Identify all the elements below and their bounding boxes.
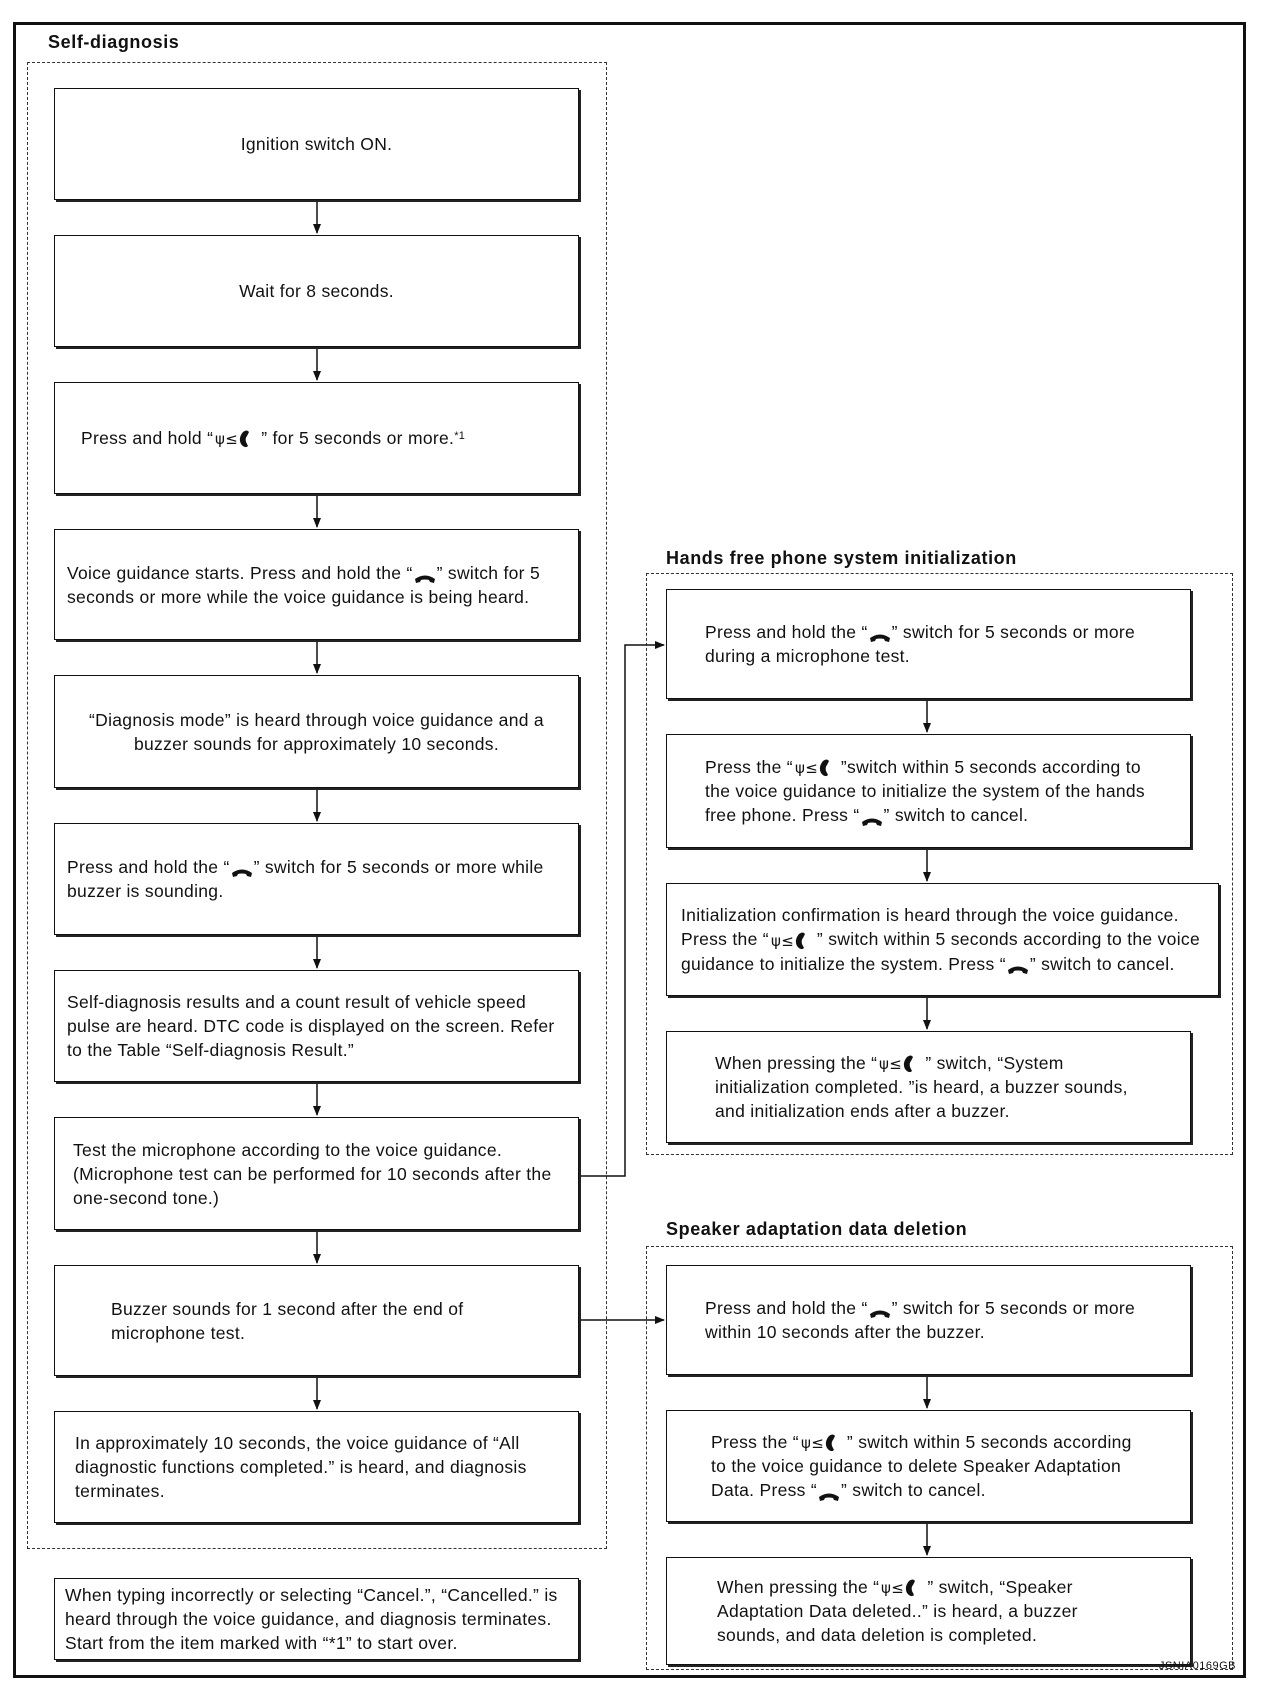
text-part: ”switch within 5 seconds according to the voice guidance to initialize the system of the hands free phone. Press “ bbox=[705, 756, 1145, 826]
delete-step-3-text bbox=[717, 1575, 1140, 1647]
svg-text:ψ≤: ψ≤ bbox=[879, 1055, 903, 1074]
text-part: ” switch within 5 seconds according to the voice guidance to delete Speaker Adaptation Data. Press “ bbox=[711, 1431, 1132, 1501]
svg-text:ψ≤: ψ≤ bbox=[770, 931, 794, 950]
phone-icon bbox=[869, 627, 891, 639]
phone-icon bbox=[414, 568, 436, 580]
delete-step-completed bbox=[666, 1557, 1191, 1665]
delete-step-1-text bbox=[705, 1296, 1152, 1344]
text-part: ” switch for 5 seconds or more within 10 seconds after the buzzer. bbox=[705, 1298, 1136, 1342]
figure-code: JSNIA0169GB bbox=[1158, 1660, 1236, 1672]
svg-text:ψ≤: ψ≤ bbox=[800, 1434, 824, 1453]
step-ignition-on-text: Ignition switch ON. bbox=[240, 134, 393, 154]
phone-icon bbox=[1007, 959, 1029, 971]
text-part: Press the “ bbox=[705, 756, 793, 777]
step-hold-while-buzzer bbox=[54, 823, 579, 935]
self-diagnosis-title: Self-diagnosis bbox=[48, 32, 180, 52]
text-part: ” switch for 5 seconds or more while buzzer is sounding. bbox=[67, 857, 544, 901]
text-part: Press and hold the “ bbox=[67, 857, 230, 877]
step-diagnosis-mode-text: “Diagnosis mode” is heard through voice guidance and a buzzer sounds for approximately 10 seconds. bbox=[89, 709, 544, 754]
phone-icon bbox=[861, 811, 883, 823]
delete-step-hold-phone bbox=[666, 1265, 1191, 1375]
delete-step-2-text bbox=[711, 1430, 1146, 1502]
text-part: ” switch, “Speaker Adaptation Data deleted..” is heard, a buzzer sounds, and data deletion is completed. bbox=[717, 1576, 1078, 1646]
text-part: Press the “ bbox=[711, 1431, 799, 1452]
voice-phone-icon bbox=[881, 1577, 925, 1599]
step-diagnosis-mode bbox=[54, 675, 579, 788]
step-voice-guidance-text bbox=[67, 561, 566, 609]
step-self-diagnosis-results bbox=[54, 970, 579, 1082]
voice-phone-icon bbox=[215, 428, 259, 450]
voice-phone-icon bbox=[771, 930, 815, 952]
text-part: ” switch within 5 seconds according to the voice guidance to initialize the system. Press “ bbox=[681, 929, 1200, 974]
delete-step-press-voice bbox=[666, 1410, 1191, 1522]
step-results-text: Self-diagnosis results and a count result of vehicle speed pulse are heard. DTC code is displayed on the screen. Refer to the Table “Self-diagnosis Result.” bbox=[67, 992, 555, 1060]
svg-text:ψ≤: ψ≤ bbox=[794, 759, 818, 778]
text-part: Press and hold “ bbox=[81, 427, 214, 448]
text-part: When pressing the “ bbox=[717, 1576, 880, 1597]
phone-icon bbox=[869, 1303, 891, 1315]
phone-icon bbox=[231, 862, 253, 874]
step-wait-text: Wait for 8 seconds. bbox=[239, 281, 394, 301]
text-part: Initialization confirmation is heard through the voice guidance. Press the “ bbox=[681, 905, 1179, 950]
footnote-marker: *1 bbox=[454, 429, 466, 442]
text-part: Press and hold the “ bbox=[705, 1298, 868, 1318]
init-step-3-text bbox=[681, 903, 1204, 975]
text-part: ” switch to cancel. bbox=[841, 1480, 986, 1501]
step-hold-while-buzzer-text bbox=[67, 855, 566, 903]
text-part: ” switch, “System initialization completed. ”is heard, a buzzer sounds, and initialization ends after a buzzer. bbox=[715, 1052, 1128, 1122]
init-step-completed bbox=[666, 1031, 1191, 1143]
svg-text:ψ≤: ψ≤ bbox=[881, 1579, 905, 1598]
cancel-note bbox=[54, 1578, 579, 1660]
step-voice-guidance-starts bbox=[54, 529, 579, 640]
init-step-confirmation bbox=[666, 883, 1219, 996]
init-step-hold-phone bbox=[666, 589, 1191, 699]
init-step-4-text bbox=[715, 1051, 1142, 1123]
phone-icon bbox=[818, 1486, 840, 1498]
init-step-1-text bbox=[705, 620, 1152, 668]
step-microphone-test bbox=[54, 1117, 579, 1230]
text-part: Voice guidance starts. Press and hold the “ bbox=[67, 562, 413, 583]
text-part: ” for 5 seconds or more. bbox=[261, 427, 455, 448]
step-ignition-on bbox=[54, 88, 579, 200]
voice-phone-icon bbox=[795, 757, 839, 779]
step-press-hold-voice-text bbox=[81, 426, 465, 450]
step-diagnosis-terminates bbox=[54, 1411, 579, 1523]
text-part: ” switch for 5 seconds or more during a microphone test. bbox=[705, 622, 1136, 666]
init-step-press-voice bbox=[666, 734, 1191, 848]
step-buzzer-after-test bbox=[54, 1265, 579, 1376]
text-part: When pressing the “ bbox=[715, 1052, 878, 1073]
step-wait-8-seconds bbox=[54, 235, 579, 347]
text-part: ” switch for 5 seconds or more while the voice guidance is being heard. bbox=[67, 562, 540, 607]
speaker-deletion-title: Speaker adaptation data deletion bbox=[666, 1219, 968, 1239]
text-part: ” switch to cancel. bbox=[883, 805, 1029, 826]
voice-phone-icon bbox=[879, 1053, 923, 1075]
text-part: Press and hold the “ bbox=[705, 622, 868, 642]
text-part: ” switch to cancel. bbox=[1029, 953, 1175, 974]
step-microphone-test-text: Test the microphone according to the voice guidance. (Microphone test can be performed for 10 seconds after the one-second tone.) bbox=[73, 1139, 552, 1208]
step-buzzer-text: Buzzer sounds for 1 second after the end of microphone test. bbox=[111, 1298, 464, 1343]
hands-free-init-title: Hands free phone system initialization bbox=[666, 548, 1017, 568]
init-step-2-text bbox=[705, 755, 1152, 827]
voice-phone-icon bbox=[801, 1432, 845, 1454]
step-press-hold-voice bbox=[54, 382, 579, 494]
cancel-note-text: When typing incorrectly or selecting “Cancel.”, “Cancelled.” is heard through the voice guidance, and diagnosis terminates. Start from the item marked with “*1” to start over. bbox=[65, 1585, 558, 1653]
step-terminates-text: In approximately 10 seconds, the voice guidance of “All diagnostic functions completed.” is heard, and diagnosis terminates. bbox=[75, 1433, 527, 1501]
svg-text:ψ≤: ψ≤ bbox=[215, 430, 239, 449]
